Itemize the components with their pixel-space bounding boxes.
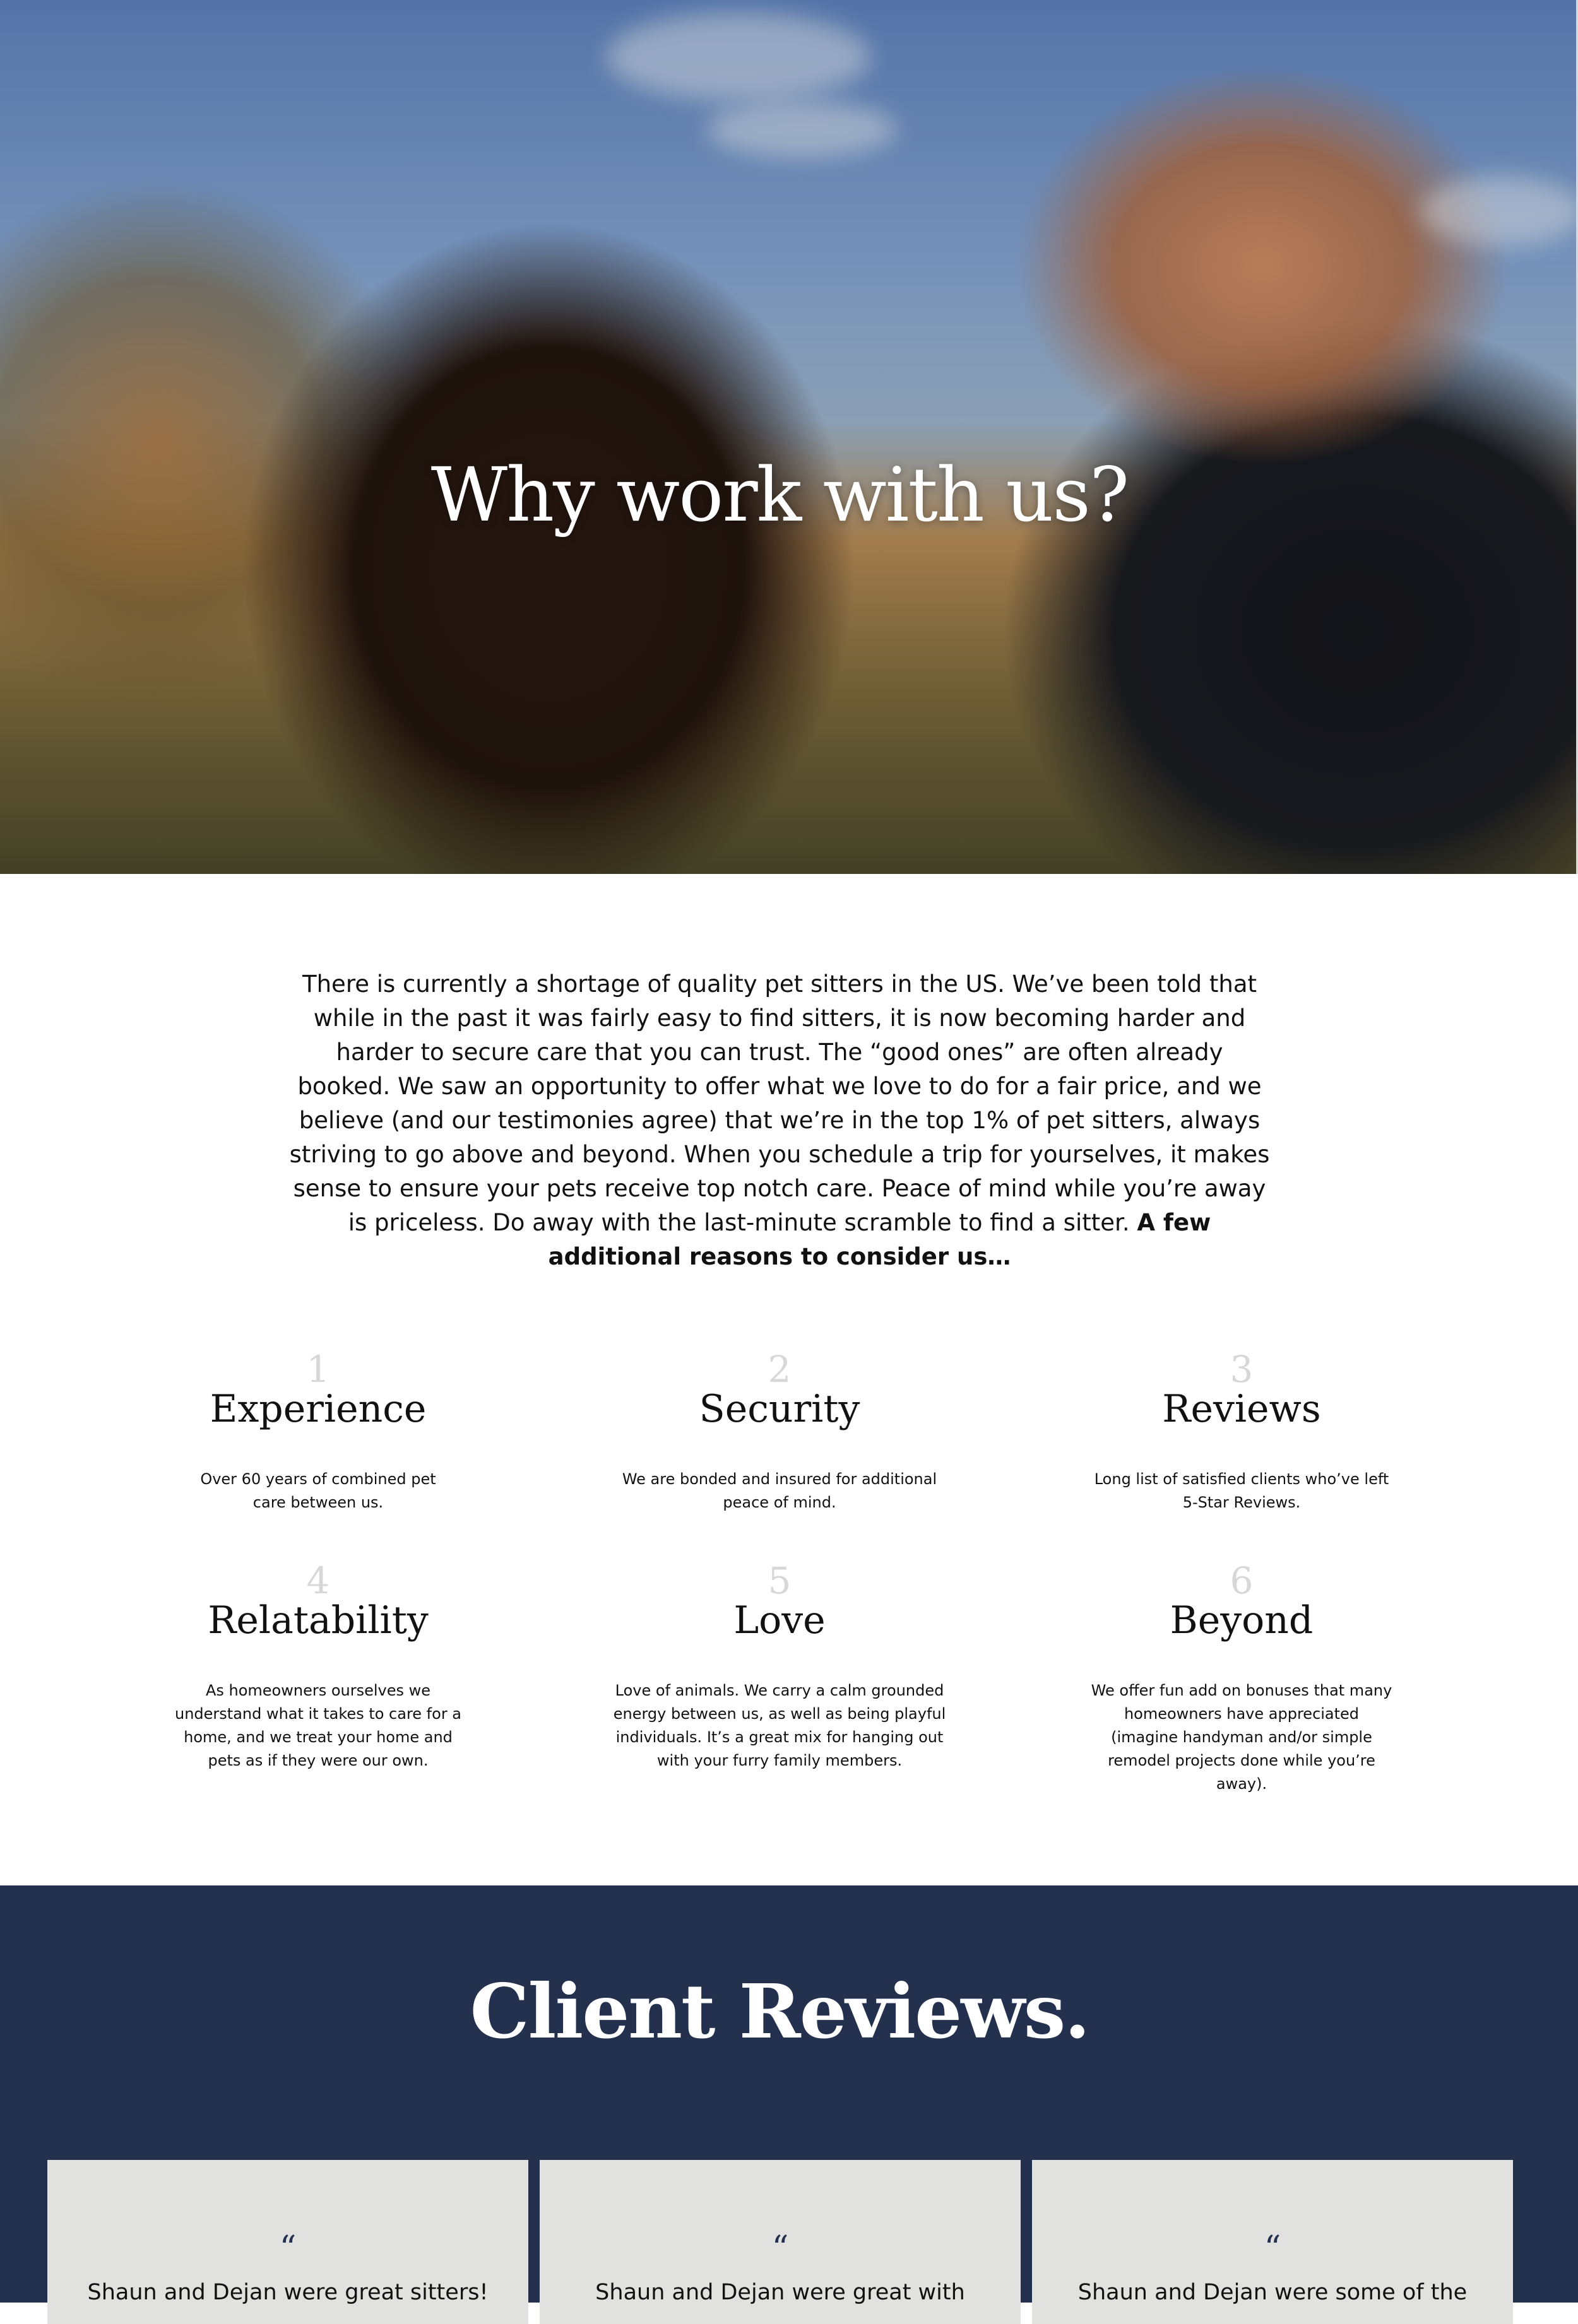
- hero-image-overlay: [0, 0, 1578, 874]
- feature-love: [603, 1559, 956, 1772]
- feature-number: 5: [768, 1559, 792, 1602]
- review-text: Shaun and Dejan were great sitters!: [87, 2280, 489, 2305]
- review-card[interactable]: [540, 2160, 1021, 2324]
- intro-text: There is currently a shortage of quality pet sitters in the US. We’ve been told that while in the past it was fairly easy to find sitters, it is now becoming harder and harder to secure care that you can trust. The “good ones” are often already booked. We saw an opportunity to offer what we love to do for a fair price, and we believe (and our testimonies agree) that we’re in the top 1% of pet sitters, always striving to go above and beyond. When you schedule a trip for yourselves, it makes sense to ensure your pets receive top notch care. Peace of mind while you’re away is priceless. Do away with the last-minute scramble to find a sitter.: [289, 970, 1270, 1236]
- review-text: Shaun and Dejan were some of the: [1077, 2280, 1468, 2305]
- review-card[interactable]: [47, 2160, 528, 2324]
- feature-description: Long list of satisfied clients who’ve left 5-Star Reviews.: [1094, 1470, 1389, 1511]
- quote-mark-icon: “: [279, 2229, 297, 2267]
- feature-experience: [141, 1350, 495, 1514]
- hero-title: Why work with us?: [430, 451, 1129, 538]
- feature-description: Love of animals. We carry a calm grounded energy between us, as well as being playful individuals. It’s a great mix for hanging out with your furry family members.: [613, 1682, 946, 1769]
- intro-paragraph: [287, 967, 1272, 1274]
- client-reviews-section: [0, 1885, 1578, 2303]
- feature-reviews: [1065, 1350, 1418, 1514]
- feature-title: Experience: [210, 1387, 427, 1431]
- feature-description: Over 60 years of combined pet care between us.: [200, 1470, 436, 1511]
- feature-security: [603, 1350, 956, 1514]
- feature-title: Reviews: [1162, 1387, 1321, 1431]
- quote-mark-icon: “: [1264, 2229, 1281, 2267]
- feature-number: 1: [306, 1348, 330, 1391]
- quote-mark-icon: “: [771, 2229, 789, 2267]
- feature-description: As homeowners ourselves we understand what it takes to care for a home, and we treat your home and pets as if they were our own.: [174, 1682, 462, 1769]
- feature-number: 2: [768, 1348, 792, 1391]
- feature-number: 3: [1230, 1348, 1254, 1391]
- feature-title: Security: [699, 1387, 860, 1431]
- hero-section: [0, 0, 1578, 874]
- feature-description: We offer fun add on bonuses that many homeowners have appreciated (imagine handyman and/or simple remodel projects done while you’re away).: [1091, 1682, 1392, 1793]
- feature-relatability: [141, 1559, 495, 1772]
- feature-title: Relatability: [208, 1598, 429, 1643]
- feature-title: Love: [733, 1598, 826, 1643]
- reviews-title: Client Reviews.: [470, 1967, 1089, 2055]
- feature-number: 4: [306, 1559, 330, 1602]
- feature-beyond: [1065, 1559, 1418, 1796]
- intro-emphasis: A few additional reasons to consider us…: [548, 1209, 1211, 1270]
- review-card[interactable]: [1032, 2160, 1513, 2324]
- feature-number: 6: [1230, 1559, 1254, 1602]
- review-text: Shaun and Dejan were great with: [595, 2280, 965, 2305]
- feature-description: We are bonded and insured for additional peace of mind.: [622, 1470, 937, 1511]
- feature-title: Beyond: [1170, 1598, 1314, 1643]
